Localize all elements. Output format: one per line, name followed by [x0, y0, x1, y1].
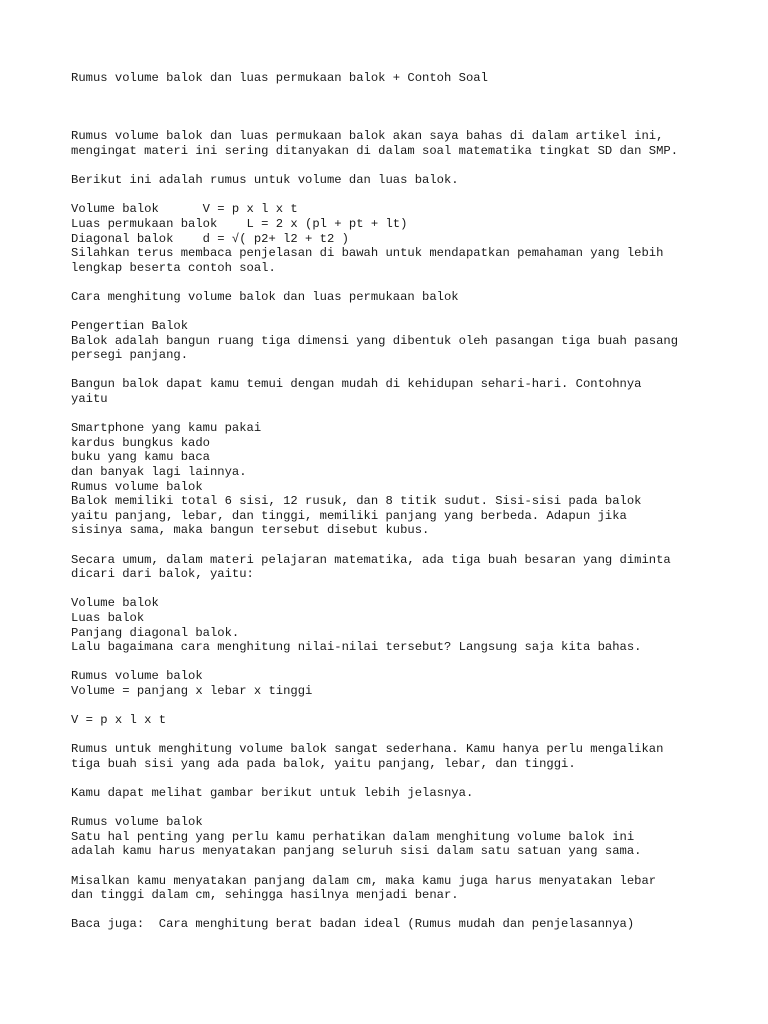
document-body: Rumus volume balok dan luas permukaan balok akan saya bahas di dalam artikel ini, mengingat materi ini sering ditanyakan di dalam soal matematika tingkat SD dan SMP. Berikut ini adalah rumus untuk volume dan luas balok. Volume balok V = p x l x t Luas permukaan balok L = 2 x (pl + pt + lt) Diagonal balok d = √( p2+ l2 + t2 ) Silahkan terus membaca penjelasan di bawah untuk mendapatkan pemahaman yang lebih lengkap beserta contoh soal. Cara menghitung volume balok dan luas permukaan balok Pengertian Balok Balok adalah bangun ruang tiga dimensi yang dibentuk oleh pasangan tiga buah pasang persegi panjang. Bangun balok dapat kamu temui dengan mudah di kehidupan sehari-hari. Contohnya yaitu Smartphone yang kamu pakai kardus bungkus kado buku yang kamu baca dan banyak lagi lainnya. Rumus volume balok Balok memiliki total 6 sisi, 12 rusuk, dan 8 titik sudut. Sisi-sisi pada balok yaitu panjang, lebar, dan tinggi, memiliki panjang yang berbeda. Adapun jika sisinya sama, maka bangun tersebut disebut kubus. Secara umum, dalam materi pelajaran matematika, ada tiga buah besaran yang diminta dicari dari balok, yaitu: Volume balok Luas balok Panjang diagonal balok. Lalu bagaimana cara menghitung nilai-nilai tersebut? Langsung saja kita bahas. Rumus volume balok Volume = panjang x lebar x tinggi V = p x l x t Rumus untuk menghitung volume balok sangat sederhana. Kamu hanya perlu mengalikan tiga buah sisi yang ada pada balok, yaitu panjang, lebar, dan tinggi. Kamu dapat melihat gambar berikut untuk lebih jelasnya. Rumus volume balok Satu hal penting yang perlu kamu perhatikan dalam menghitung volume balok ini adalah kamu harus menyatakan panjang seluruh sisi dalam satu satuan yang sama. Misalkan kamu menyatakan panjang dalam cm, maka kamu juga harus menyatakan lebar dan tinggi dalam cm, sehingga hasilnya menjadi benar. Baca juga: Cara menghitung berat badan ideal (Rumus mudah dan penjelasannya) [71, 129, 679, 932]
document-text [71, 71, 751, 932]
document-title: Rumus volume balok dan luas permukaan balok + Contoh Soal [71, 71, 488, 85]
